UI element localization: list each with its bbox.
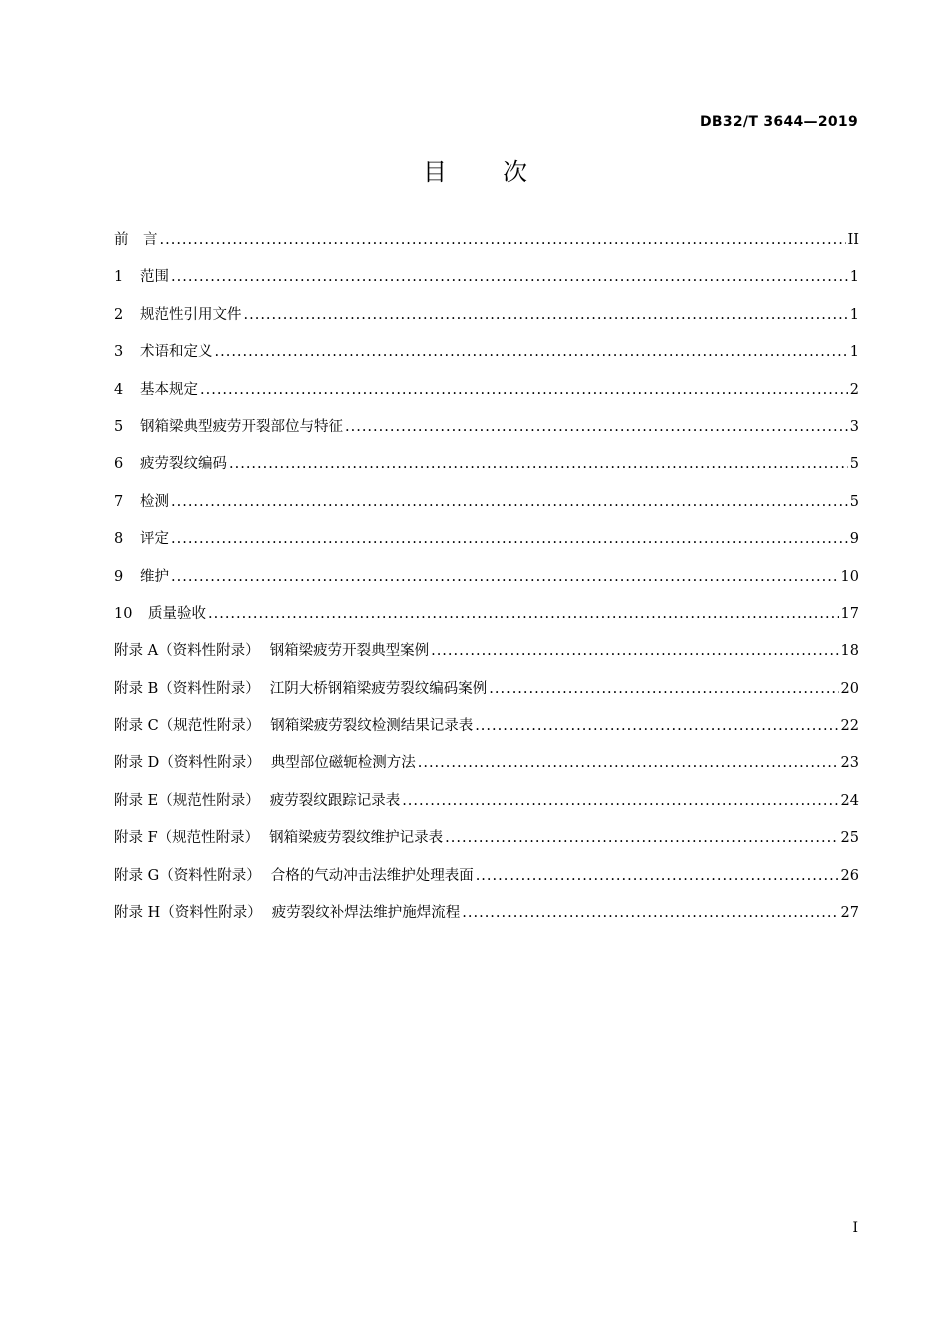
toc-entry-label [114, 228, 158, 249]
toc-entry-label [114, 527, 169, 548]
toc-entry-page: 1 [849, 269, 859, 286]
toc-entry-number: 5 [114, 418, 124, 435]
toc-entry-page: 25 [840, 830, 859, 847]
toc-entry-page: 10 [840, 568, 859, 585]
toc-entry-title: 术语和定义 [140, 344, 213, 361]
toc-entry-number: 4 [114, 381, 124, 398]
toc-entry-annex-prefix: 附录 D（资料性附录） [114, 755, 261, 772]
toc-entry[interactable] [114, 527, 859, 564]
toc-entry-page: 17 [840, 605, 859, 622]
toc-entry-label [114, 490, 169, 511]
toc-entry-label [114, 303, 242, 324]
toc-entry-page: 24 [840, 792, 859, 809]
toc-leader-dots [208, 606, 839, 622]
toc-entry[interactable] [114, 303, 859, 340]
page-title: 目次 [423, 158, 583, 186]
toc-leader-dots [476, 868, 839, 884]
toc-entry-annex-prefix: 附录 A（资料性附录） [114, 643, 260, 660]
toc-entry-annex-prefix: 附录 B（资料性附录） [114, 680, 260, 697]
toc-entry-number: 9 [114, 568, 124, 585]
toc-entry[interactable] [114, 340, 859, 377]
toc-entry-page: 18 [840, 643, 859, 660]
toc-entry[interactable] [114, 490, 859, 527]
toc-entry-title: 基本规定 [140, 381, 198, 398]
toc-entry-label [114, 378, 198, 399]
toc-entry-number: 1 [114, 269, 124, 286]
toc-entry-label [114, 565, 169, 586]
toc-entry-label [114, 340, 213, 361]
toc-entry-label [114, 415, 343, 436]
toc-entry-title: 钢箱梁典型疲劳开裂部位与特征 [140, 418, 343, 435]
toc-entry[interactable] [114, 789, 859, 826]
toc-entry-label [114, 714, 473, 735]
toc-entry[interactable] [114, 602, 859, 639]
toc-entry-title: 合格的气动冲击法维护处理表面 [270, 867, 474, 884]
toc-entry-annex-prefix: 附录 E（规范性附录） [114, 792, 260, 809]
toc-leader-dots [160, 232, 846, 248]
toc-entry-number: 8 [114, 531, 124, 548]
toc-entry[interactable] [114, 826, 859, 863]
toc-entry-page: 5 [849, 456, 859, 473]
toc-entry-title: 钢箱梁疲劳裂纹检测结果记录表 [270, 718, 474, 735]
toc-leader-dots [171, 269, 848, 285]
toc-entry-label [114, 677, 487, 698]
toc-entry-number: 10 [114, 605, 133, 622]
toc-entry-title: 钢箱梁疲劳裂纹维护记录表 [269, 830, 444, 847]
toc-entry-title: 维护 [140, 568, 169, 585]
toc-entry-annex-prefix: 附录 H（资料性附录） [114, 905, 262, 922]
toc-entry-label [114, 864, 474, 885]
toc-entry-page: 26 [840, 867, 859, 884]
toc-entry-label [114, 639, 429, 660]
toc-entry-page: 5 [849, 493, 859, 510]
toc-entry-title: 范围 [140, 269, 169, 286]
toc-entry-label [114, 901, 460, 922]
toc-entry-title: 质量验收 [148, 605, 206, 622]
toc-entry[interactable] [114, 378, 859, 415]
toc-entry-page: 1 [849, 344, 859, 361]
toc-entry-number: 3 [114, 344, 124, 361]
toc-entry-page: 27 [840, 905, 859, 922]
toc-leader-dots [402, 793, 838, 809]
toc-leader-dots [345, 419, 848, 435]
toc-entry-annex-prefix: 附录 C（规范性附录） [114, 718, 261, 735]
page-number: I [852, 1220, 858, 1236]
table-of-contents [114, 228, 859, 938]
toc-entry[interactable] [114, 751, 859, 788]
toc-leader-dots [445, 830, 838, 846]
toc-entry-label [114, 751, 416, 772]
toc-entry-title: 疲劳裂纹编码 [140, 456, 227, 473]
toc-entry-title: 疲劳裂纹补焊法维护施焊流程 [271, 905, 461, 922]
toc-entry[interactable] [114, 714, 859, 751]
toc-entry[interactable] [114, 415, 859, 452]
toc-leader-dots [475, 718, 838, 734]
toc-entry-title: 江阴大桥钢箱梁疲劳裂纹编码案例 [269, 680, 488, 697]
toc-entry[interactable] [114, 864, 859, 901]
toc-leader-dots [462, 905, 838, 921]
toc-entry-label [114, 452, 227, 473]
toc-entry-page: 22 [840, 718, 859, 735]
toc-leader-dots [171, 531, 848, 547]
toc-entry-number: 7 [114, 493, 124, 510]
toc-leader-dots [171, 494, 848, 510]
toc-entry-page: II [847, 232, 859, 248]
toc-entry[interactable] [114, 228, 859, 265]
toc-leader-dots [215, 344, 848, 360]
toc-entry-page: 2 [849, 381, 859, 398]
toc-leader-dots [418, 755, 839, 771]
toc-entry-page: 9 [849, 531, 859, 548]
toc-entry[interactable] [114, 452, 859, 489]
toc-entry-label [114, 826, 443, 847]
toc-leader-dots [171, 569, 839, 585]
toc-entry-label [114, 789, 400, 810]
toc-entry-page: 23 [840, 755, 859, 772]
toc-leader-dots [244, 307, 848, 323]
toc-entry-title: 前 言 [114, 232, 158, 248]
toc-leader-dots [489, 681, 838, 697]
toc-entry-number: 2 [114, 306, 124, 323]
toc-entry-annex-prefix: 附录 F（规范性附录） [114, 830, 260, 847]
toc-entry-title: 规范性引用文件 [140, 306, 242, 323]
toc-entry-title: 钢箱梁疲劳开裂典型案例 [269, 643, 430, 660]
toc-entry[interactable] [114, 265, 859, 302]
toc-entry-number: 6 [114, 456, 124, 473]
toc-entry-label [114, 602, 206, 623]
toc-entry-title: 检测 [140, 493, 169, 510]
toc-entry[interactable] [114, 901, 859, 938]
toc-entry[interactable] [114, 639, 859, 676]
toc-entry-title: 典型部位磁轭检测方法 [270, 755, 416, 772]
toc-entry-annex-prefix: 附录 G（资料性附录） [114, 867, 261, 884]
toc-entry-title: 疲劳裂纹跟踪记录表 [269, 792, 401, 809]
document-code: DB32/T 3644—2019 [699, 114, 858, 130]
toc-entry-label [114, 265, 169, 286]
toc-entry-page: 1 [849, 306, 859, 323]
toc-leader-dots [229, 456, 848, 472]
toc-entry[interactable] [114, 565, 859, 602]
toc-entry-title: 评定 [140, 531, 169, 548]
toc-leader-dots [200, 382, 848, 398]
toc-entry-page: 20 [840, 680, 859, 697]
toc-leader-dots [431, 643, 838, 659]
toc-entry[interactable] [114, 677, 859, 714]
toc-entry-page: 3 [849, 418, 859, 435]
